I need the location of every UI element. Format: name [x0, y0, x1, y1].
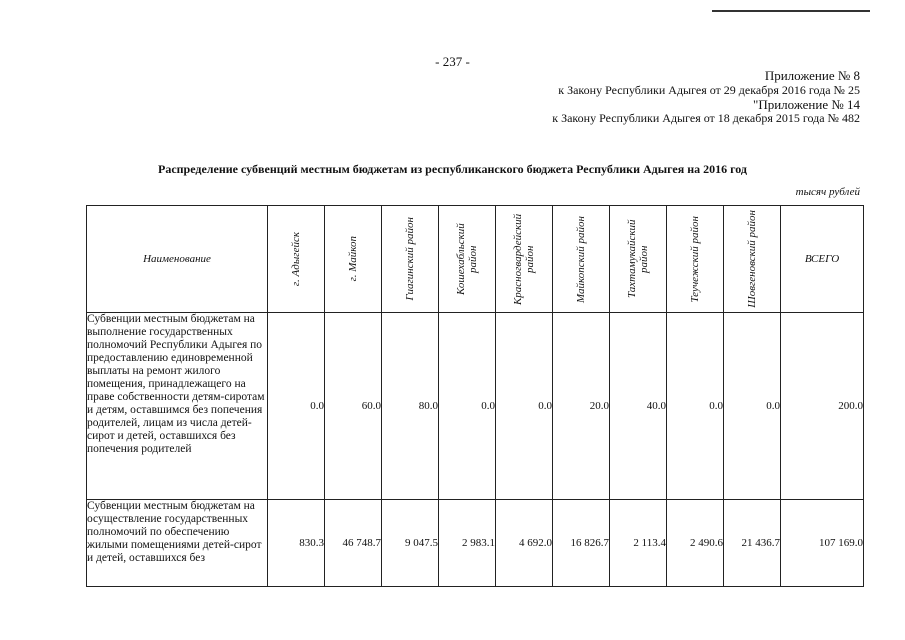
- attachment-line-3: "Приложение № 14: [753, 97, 860, 112]
- table-row: [87, 313, 864, 500]
- top-scan-line: [712, 10, 870, 12]
- header-col-5-label: Майкопский район: [575, 215, 587, 303]
- cell-value: 60.0: [325, 313, 382, 500]
- document-title: Распределение субвенций местным бюджетам из республиканского бюджета Республики Адыгея на 2016 год: [157, 162, 748, 176]
- header-col-5: [553, 206, 610, 313]
- attachment-line-1: Приложение № 8: [764, 68, 860, 83]
- cell-value: 0.0: [439, 313, 496, 500]
- cell-value: 0.0: [268, 313, 325, 500]
- cell-value: 2 983.1: [439, 500, 496, 587]
- header-col-7-label: Теучежский район: [689, 215, 701, 303]
- cell-value: 80.0: [382, 313, 439, 500]
- cell-total: 107 169.0: [781, 500, 864, 587]
- cell-value: 0.0: [496, 313, 553, 500]
- cell-total: 200.0: [781, 313, 864, 500]
- header-col-2: [382, 206, 439, 313]
- header-col-0: [268, 206, 325, 313]
- header-col-0-label: г. Адыгейск: [290, 231, 302, 287]
- cell-value: 4 692.0: [496, 500, 553, 587]
- header-name: Наименование: [87, 206, 268, 313]
- header-col-1: [325, 206, 382, 313]
- header-col-3-label: Кошехабльский район: [455, 223, 479, 295]
- header-row: [87, 206, 864, 313]
- header-col-6: [610, 206, 667, 313]
- header-col-8-label: Шовгеновский район: [746, 210, 758, 308]
- header-col-2-label: Гиагинский район: [404, 217, 416, 301]
- header-col-6-label: Тахтамукайский район: [626, 219, 650, 299]
- attachment-line-2: к Закону Республики Адыгея от 29 декабря 2016 года № 25: [558, 83, 860, 97]
- row-name-cell: [87, 500, 268, 587]
- cell-value: 2 490.6: [667, 500, 724, 587]
- header-col-1-label: г. Майкоп: [347, 236, 359, 282]
- unit-label: тысяч рублей: [795, 186, 860, 198]
- cell-value: 0.0: [667, 313, 724, 500]
- page-number: - 237 -: [435, 54, 470, 69]
- cell-value: 830.3: [268, 500, 325, 587]
- cell-value: 20.0: [553, 313, 610, 500]
- cell-value: 0.0: [724, 313, 781, 500]
- attachment-line-4: к Закону Республики Адыгея от 18 декабря 2015 года № 482: [552, 111, 860, 125]
- table-row: [87, 500, 864, 587]
- cell-value: 9 047.5: [382, 500, 439, 587]
- header-col-7: [667, 206, 724, 313]
- cell-value: 2 113.4: [610, 500, 667, 587]
- header-col-4-label: Красногвардейский район: [512, 213, 536, 305]
- cell-value: 21 436.7: [724, 500, 781, 587]
- row-name: Субвенции местным бюджетам на осуществление государственных полномочий по обеспечению жилыми помещениями детей-сирот и детей, оставшихся без: [87, 500, 262, 564]
- subventions-table: [86, 205, 864, 587]
- header-total: ВСЕГО: [781, 206, 864, 313]
- cell-value: 40.0: [610, 313, 667, 500]
- cell-value: 16 826.7: [553, 500, 610, 587]
- header-col-4: [496, 206, 553, 313]
- header-col-3: [439, 206, 496, 313]
- row-name: Субвенции местным бюджетам на выполнение государственных полномочий Республики Адыгея по предоставлению единовременной выплаты на ремонт жилого помещения, принадлежащего на праве собственности детям-сиротам и детям, оставшимся без попечения родителей, лицам из числа детей-сирот и детей, оставшихся без попечения родителей: [87, 313, 268, 500]
- cell-value: 46 748.7: [325, 500, 382, 587]
- header-col-8: [724, 206, 781, 313]
